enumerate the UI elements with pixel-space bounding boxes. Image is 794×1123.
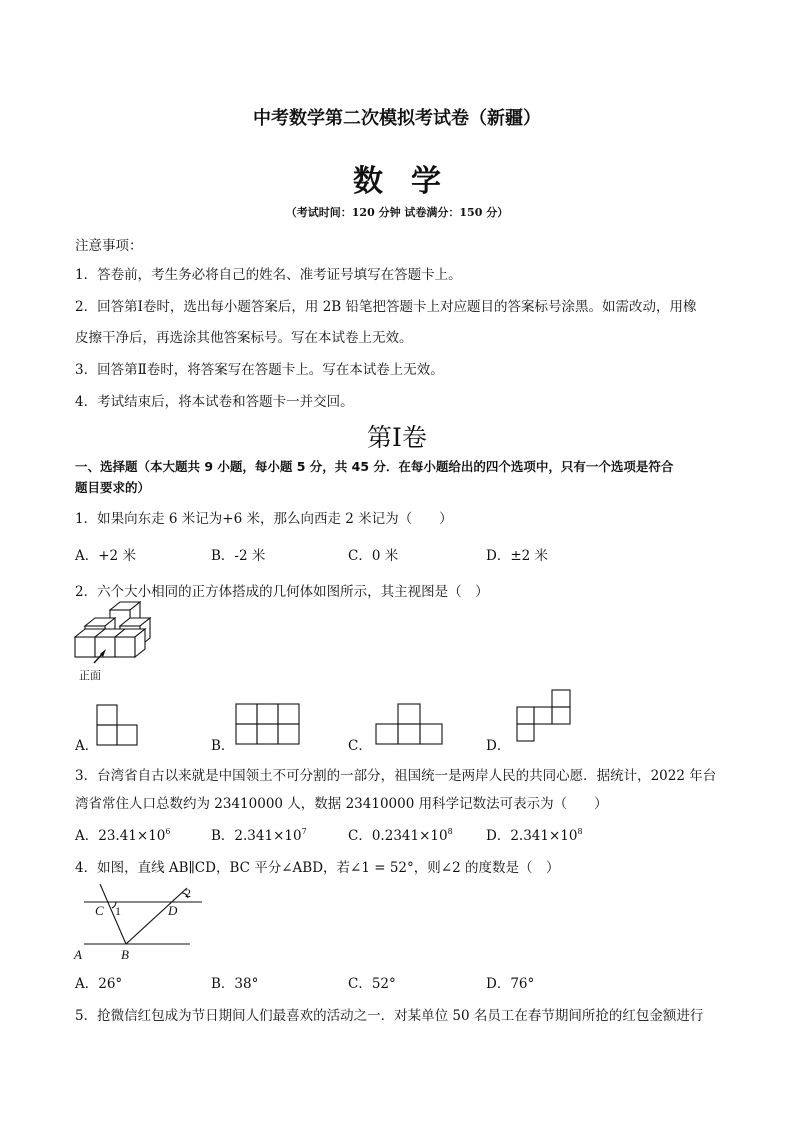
front-label: 正面 xyxy=(79,669,101,682)
note-item: 4．考试结束后，将本试卷和答题卡一并交回。 xyxy=(75,394,354,410)
question-5-stem: 5．抢微信红包成为节日期间人们最喜欢的活动之一．对某单位 50 名员工在春节期间所抢的红包金额进行 xyxy=(75,1008,704,1024)
q2-option-c-figure xyxy=(375,703,445,745)
q4-option-c: C．52° xyxy=(348,976,396,992)
note-item: 2．回答第Ⅰ卷时，选出每小题答案后，用 2B 铅笔把答题卡上对应题目的答案标号涂黑。如需改动，用橡 xyxy=(75,299,697,315)
volume-title: 第Ⅰ卷 xyxy=(367,423,427,452)
question-2-stem: 2．六个大小相同的正方体搭成的几何体如图所示，其主视图是（ ） xyxy=(75,584,489,600)
angle-2-label: 2 xyxy=(185,886,191,900)
q4-option-b: B．38° xyxy=(211,976,259,992)
parallel-lines-figure xyxy=(70,882,210,964)
q3-option-d: D．$2.341\times 10^8$ xyxy=(486,827,583,844)
q2-option-b: B． xyxy=(211,738,235,754)
exam-info: （考试时间：120 分钟 试卷满分：150 分） xyxy=(285,206,509,219)
exam-title: 中考数学第二次模拟考试卷（新疆） xyxy=(253,108,541,129)
q4-option-a: A．26° xyxy=(75,976,123,992)
notes-heading: 注意事项： xyxy=(75,238,143,254)
section-heading: 一、选择题（本大题共 9 小题，每小题 5 分，共 45 分．在每小题给出的四个选项中，只有一个选项是符合 xyxy=(75,459,674,474)
q3-option-b: B．$2.341\times 10^7$ xyxy=(211,827,307,844)
question-4-stem: 4．如图，直线 AB∥CD，BC 平分∠ABD，若∠1 = 52°，则∠2 的度数是（ ） xyxy=(75,860,560,876)
note-item: 1．答卷前，考生务必将自己的姓名、准考证号填写在答题卡上。 xyxy=(75,267,462,283)
point-a-label: A xyxy=(74,947,82,962)
q1-option-c: C．0 米 xyxy=(348,548,399,564)
section-heading-cont: 题目要求的） xyxy=(75,480,151,495)
q2-option-d-figure xyxy=(516,689,574,745)
point-d-label: D xyxy=(168,903,178,918)
q3-option-c: C．$0.2341\times 10^8$ xyxy=(348,827,453,844)
q3-option-a: A．$23.41\times 10^6$ xyxy=(75,827,171,844)
q2-option-a-figure xyxy=(96,704,140,746)
q2-option-a: A． xyxy=(75,738,99,754)
question-3-stem: 3．台湾省自古以来就是中国领土不可分割的一部分，祖国统一是两岸人民的共同心愿．据统计，2022 年台 xyxy=(75,768,717,784)
angle-1-label: 1 xyxy=(115,904,121,918)
q4-option-d: D．76° xyxy=(486,976,535,992)
q1-option-b: B．-2 米 xyxy=(211,548,266,564)
note-item: 3．回答第Ⅱ卷时，将答案写在答题卡上。写在本试卷上无效。 xyxy=(75,362,444,378)
q1-option-d: D．±2 米 xyxy=(486,548,549,564)
question-3-stem-cont: 湾省常住人口总数约为 23410000 人，数据 23410000 用科学记数法可表示为（ ） xyxy=(75,796,608,812)
subject-title: 数学 xyxy=(353,164,469,199)
q1-option-a: A．+2 米 xyxy=(75,548,136,564)
q2-option-c: C． xyxy=(348,738,372,754)
note-item: 皮擦干净后，再选涂其他答案标号。写在本试卷上无效。 xyxy=(75,330,413,346)
point-b-label: B xyxy=(121,947,129,962)
point-c-label: C xyxy=(95,903,104,918)
q2-option-d: D． xyxy=(486,738,511,754)
question-1-stem: 1．如果向东走 6 米记为+6 米，那么向西走 2 米记为（ ） xyxy=(75,511,453,527)
q2-option-b-figure xyxy=(235,703,301,745)
